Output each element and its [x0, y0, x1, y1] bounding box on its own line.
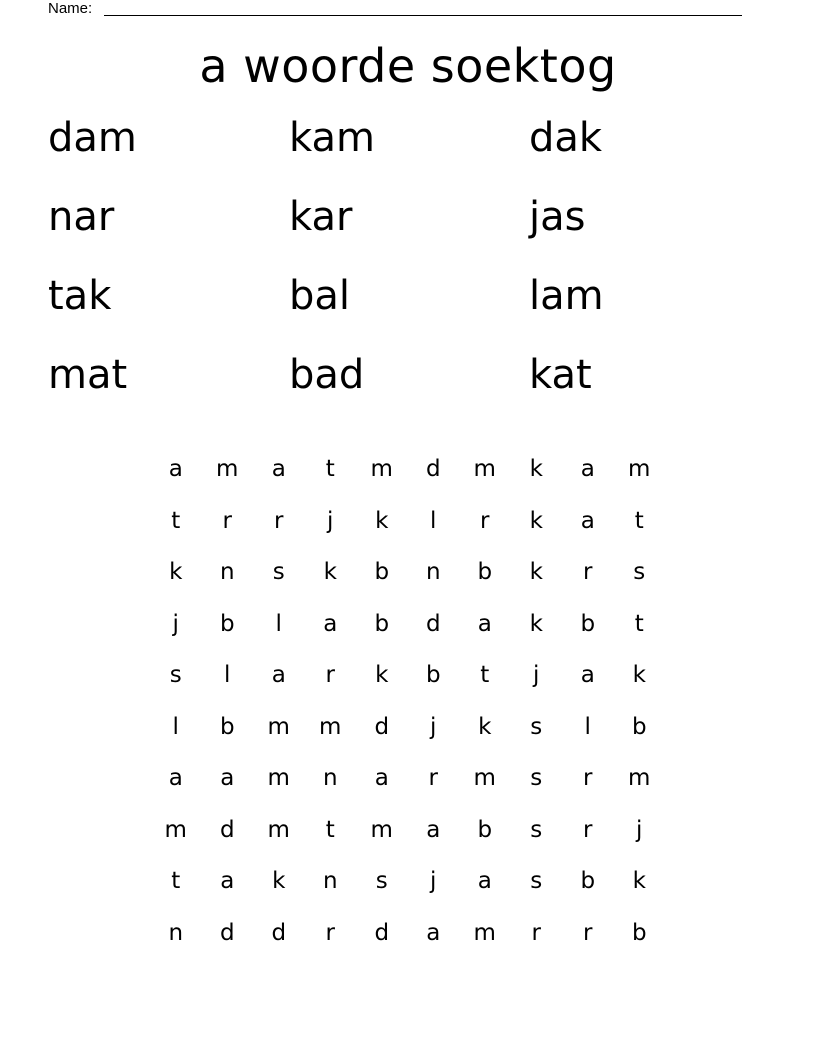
grid-cell: m [164, 816, 187, 843]
grid-cell: s [272, 559, 285, 585]
grid-cell: a [580, 507, 595, 534]
grid-cell: k [529, 456, 543, 482]
grid-cell: j [533, 662, 540, 688]
grid-row [150, 547, 665, 599]
grid-cell: j [327, 507, 334, 534]
grid-cell: m [473, 765, 496, 791]
grid-cell: m [370, 816, 393, 843]
word-item: lam [529, 273, 604, 319]
grid-cell: a [426, 919, 441, 946]
grid-cell: t [634, 507, 644, 534]
grid-cell: k [632, 662, 646, 688]
grid-row [150, 599, 665, 651]
grid-cell: d [374, 713, 390, 740]
grid-cell: a [426, 816, 441, 843]
grid-cell: m [267, 713, 290, 740]
grid-cell: a [168, 765, 183, 791]
grid-cell: k [478, 713, 492, 740]
grid-cell: r [480, 507, 490, 534]
grid-cell: m [216, 456, 239, 482]
grid-cell: n [219, 559, 235, 585]
grid-cell: m [473, 456, 496, 482]
grid-cell: b [219, 713, 235, 740]
word-item: bal [289, 273, 351, 319]
grid-cell: k [375, 507, 389, 534]
grid-cell: r [531, 919, 541, 946]
word-item: dam [48, 115, 137, 161]
grid-cell: s [530, 816, 543, 843]
grid-cell: a [271, 456, 286, 482]
grid-cell: t [634, 610, 644, 637]
grid-cell: t [171, 868, 181, 894]
name-underline [104, 15, 742, 16]
grid-cell: j [430, 713, 437, 740]
grid-cell: m [319, 713, 342, 740]
grid-cell: b [425, 662, 441, 688]
grid-cell: m [267, 765, 290, 791]
grid-cell: b [374, 559, 390, 585]
grid-cell: b [580, 868, 596, 894]
grid-cell: a [220, 765, 235, 791]
grid-cell: n [425, 559, 441, 585]
grid-cell: s [530, 765, 543, 791]
grid-cell: n [168, 919, 184, 946]
grid-cell: m [628, 765, 651, 791]
grid-cell: r [325, 662, 335, 688]
grid-cell: d [425, 610, 441, 637]
grid-row [150, 702, 665, 754]
grid-cell: b [374, 610, 390, 637]
grid-cell: l [430, 507, 437, 534]
grid-cell: b [580, 610, 596, 637]
grid-cell: m [370, 456, 393, 482]
word-item: kar [289, 194, 353, 240]
grid-cell: j [430, 868, 437, 894]
grid-row [150, 856, 665, 908]
grid-cell: d [219, 816, 235, 843]
grid-cell: m [628, 456, 651, 482]
grid-cell: l [224, 662, 231, 688]
letter-grid [150, 444, 665, 959]
grid-cell: k [375, 662, 389, 688]
grid-cell: a [580, 456, 595, 482]
grid-cell: d [219, 919, 235, 946]
grid-cell: a [168, 456, 183, 482]
grid-cell: l [275, 610, 282, 637]
grid-cell: a [271, 662, 286, 688]
grid-cell: b [477, 816, 493, 843]
grid-cell: t [325, 456, 335, 482]
grid-cell: j [636, 816, 643, 843]
grid-row [150, 805, 665, 857]
grid-cell: k [529, 507, 543, 534]
grid-cell: t [325, 816, 335, 843]
word-item: mat [48, 352, 128, 398]
grid-cell: k [272, 868, 286, 894]
grid-cell: a [580, 662, 595, 688]
grid-cell: k [529, 559, 543, 585]
grid-cell: d [271, 919, 287, 946]
word-item: dak [529, 115, 603, 161]
grid-cell: a [220, 868, 235, 894]
grid-cell: j [172, 610, 179, 637]
grid-cell: b [477, 559, 493, 585]
grid-row [150, 496, 665, 548]
grid-cell: k [323, 559, 337, 585]
grid-row [150, 753, 665, 805]
word-item: tak [48, 273, 112, 319]
page-title: a woorde soektog [199, 39, 617, 93]
grid-cell: d [374, 919, 390, 946]
grid-cell: b [631, 713, 647, 740]
grid-cell: a [374, 765, 389, 791]
grid-cell: l [584, 713, 591, 740]
grid-cell: r [222, 507, 232, 534]
grid-cell: t [480, 662, 490, 688]
word-item: jas [529, 194, 586, 240]
name-field [48, 0, 748, 18]
grid-row [150, 444, 665, 496]
grid-cell: k [169, 559, 183, 585]
name-label: Name: [48, 0, 93, 17]
grid-row [150, 650, 665, 702]
grid-cell: k [632, 868, 646, 894]
grid-cell: k [529, 610, 543, 637]
grid-cell: r [274, 507, 284, 534]
word-list [48, 108, 768, 424]
grid-cell: a [323, 610, 338, 637]
grid-cell: a [477, 868, 492, 894]
grid-cell: d [425, 456, 441, 482]
grid-cell: a [477, 610, 492, 637]
grid-cell: r [583, 765, 593, 791]
word-item: bad [289, 352, 365, 398]
word-item: kam [289, 115, 375, 161]
grid-cell: s [530, 868, 543, 894]
grid-cell: r [583, 816, 593, 843]
grid-cell: b [631, 919, 647, 946]
word-item: kat [529, 352, 592, 398]
grid-cell: s [169, 662, 182, 688]
grid-cell: m [473, 919, 496, 946]
grid-cell: n [322, 765, 338, 791]
grid-row [150, 908, 665, 960]
grid-cell: r [583, 559, 593, 585]
grid-cell: r [583, 919, 593, 946]
grid-cell: n [322, 868, 338, 894]
word-item: nar [48, 194, 115, 240]
grid-cell: t [171, 507, 181, 534]
grid-cell: s [633, 559, 646, 585]
grid-cell: r [428, 765, 438, 791]
grid-cell: l [172, 713, 179, 740]
grid-cell: b [219, 610, 235, 637]
grid-cell: s [375, 868, 388, 894]
grid-cell: m [267, 816, 290, 843]
grid-cell: r [325, 919, 335, 946]
grid-cell: s [530, 713, 543, 740]
